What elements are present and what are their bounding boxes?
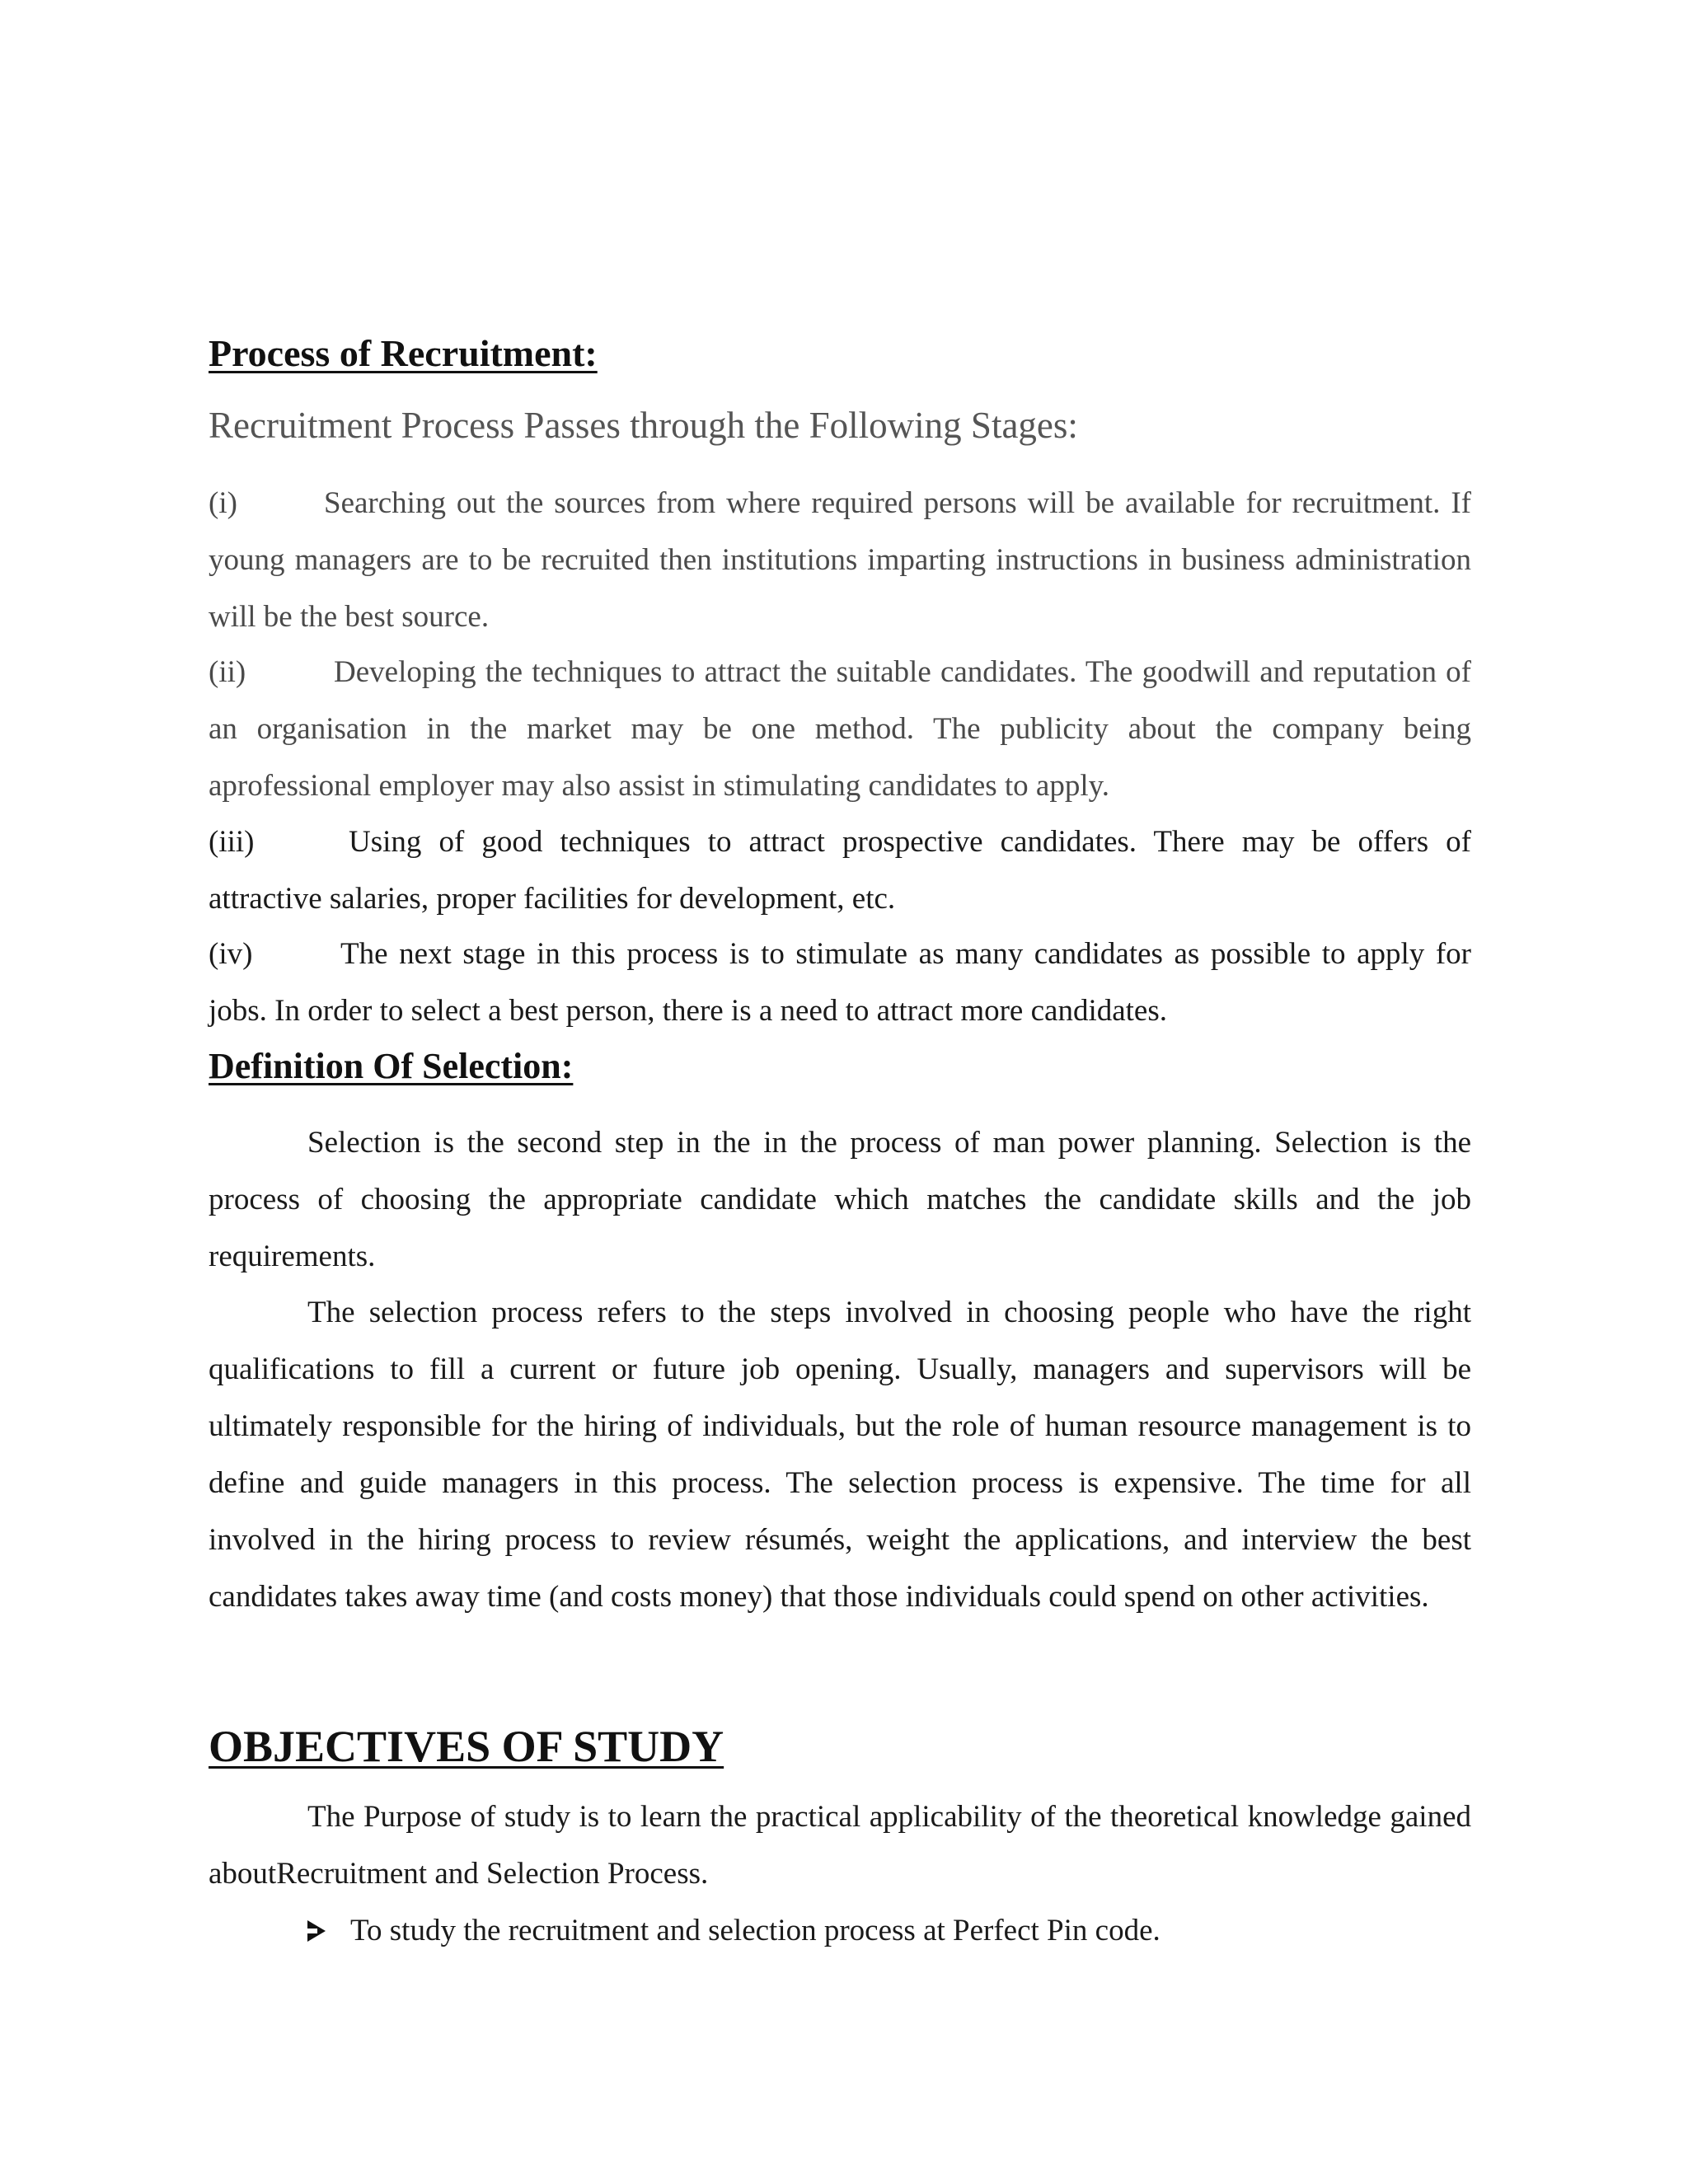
stage-item — [209, 926, 1471, 1039]
stage-marker: (iii) — [209, 825, 255, 859]
stage-text: Searching out the sources from where required persons will be available for recruitment. If young managers are to be recruited then institutions imparting instructions in business administration will be the best source. — [209, 486, 1471, 634]
arrowhead-bullet-icon — [307, 1920, 326, 1942]
stage-marker: (i) — [209, 486, 237, 520]
objectives-paragraph: The Purpose of study is to learn the practical applicability of the theoretical knowledge gained aboutRecruitment and Selection Process. — [209, 1800, 1471, 1891]
selection-paragraph: Selection is the second step in the in the process of man power planning. Selection is the process of choosing the appropriate candidate which matches the candidate skills and the job requirements. — [209, 1126, 1471, 1273]
stage-item — [209, 813, 1471, 927]
stage-text: The next stage in this process is to stimulate as many candidates as possible to apply for jobs. In order to select a best person, there is a need to attract more candidates. — [209, 937, 1471, 1028]
stage-item — [209, 644, 1471, 814]
stage-marker: (iv) — [209, 937, 253, 971]
stage-text: Using of good techniques to attract prospective candidates. There may be offers of attractive salaries, proper facilities for development, etc. — [209, 825, 1471, 916]
recruitment-heading: Process of Recruitment: — [209, 332, 598, 374]
selection-heading: Definition Of Selection: — [209, 1046, 574, 1086]
objectives-bullet-item — [307, 1902, 1160, 1959]
recruitment-subheading: Recruitment Process Passes through the Following Stages: — [209, 405, 1078, 446]
stage-item — [209, 475, 1471, 645]
objectives-heading: OBJECTIVES OF STUDY — [209, 1722, 724, 1771]
selection-paragraph: The selection process refers to the steps involved in choosing people who have the right qualifications to fill a current or future job opening. Usually, managers and supervisors will be ultimately responsible for the hiring of individuals, but the role of human resource management is to define and guide managers in this process. The selection process is expensive. The time for all involved in the hiring process to review résumés, weight the applications, and interview the best candidates takes away time (and costs money) that those individuals could spend on other activities. — [209, 1296, 1471, 1614]
stage-marker: (ii) — [209, 655, 246, 689]
stage-text: Developing the techniques to attract the suitable candidates. The goodwill and reputation of an organisation in the market may be one method. The publicity about the company being aprofessional employer may also assist in stimulating candidates to apply. — [209, 655, 1471, 803]
objectives-bullet-text: To study the recruitment and selection process at Perfect Pin code. — [350, 1914, 1160, 1947]
